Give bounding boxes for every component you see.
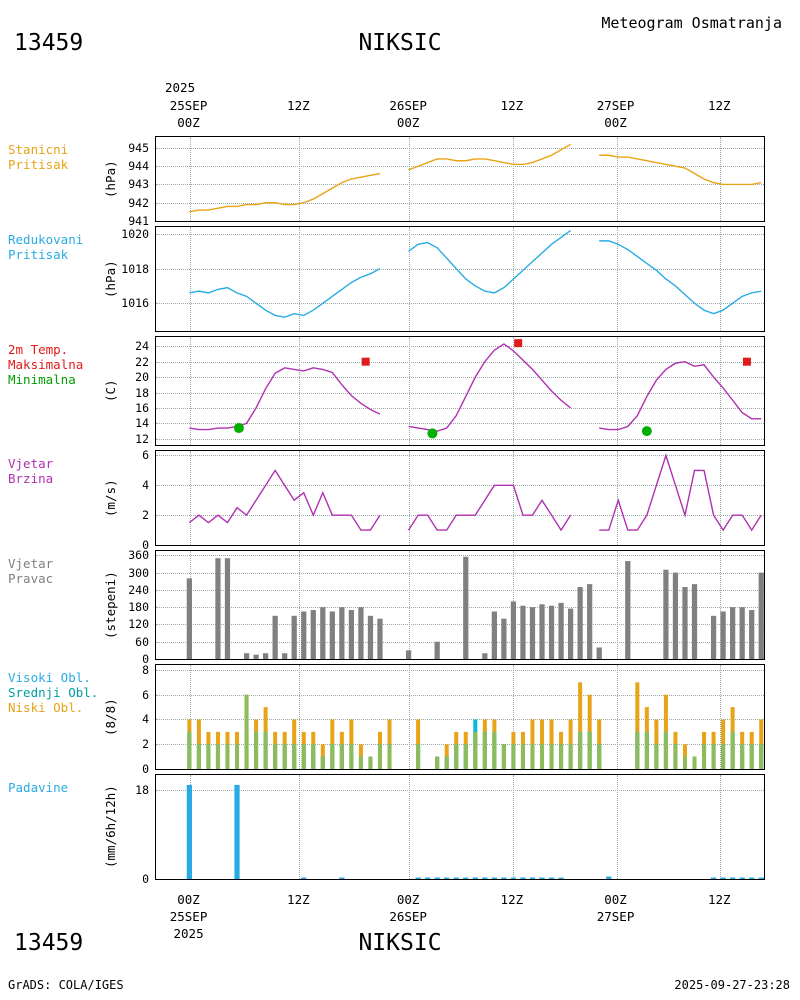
row-label-line: Pritisak: [8, 247, 69, 262]
y-tick-label: 6: [142, 687, 149, 702]
row-label-temperature-2m: [8, 342, 148, 387]
row-label-line: Srednji Obl.: [8, 685, 99, 700]
axis-tick-bottom-1: 12Z: [287, 892, 310, 907]
row-label-line: Visoki Obl.: [8, 670, 91, 685]
panel-cloud-cover: [155, 664, 765, 770]
row-label-line: Vjetar: [8, 556, 54, 571]
axis-year-top: 2025: [165, 80, 196, 95]
axis-tick-bottom-2: 00Z: [396, 892, 420, 907]
row-label-line: Pravac: [8, 571, 54, 586]
y-tick-label: 1016: [121, 296, 149, 311]
panel-station-pressure: [155, 136, 765, 222]
y-axis-title-reduced-pressure: (hPa): [103, 260, 118, 298]
y-tick-label: 240: [128, 582, 149, 597]
y-tick-label: 0: [142, 872, 149, 886]
row-label-line: Stanicni: [8, 142, 69, 157]
axis-tick-bottom-5: 12Z: [707, 892, 731, 907]
axis-subtick-top-0: 00Z: [177, 115, 200, 130]
row-label-precipitation: [8, 780, 148, 795]
y-axis-title-precipitation: (mm/6h/12h): [103, 785, 118, 869]
footer-credit: GrADS: COLA/IGES: [8, 978, 124, 992]
y-tick-label: 1018: [121, 261, 149, 276]
row-label-cloud-cover: [8, 670, 148, 715]
y-tick-label: 18: [135, 782, 149, 797]
row-label-wind-speed: [8, 456, 148, 486]
y-axis-title-station-pressure: (hPa): [103, 160, 118, 198]
y-tick-label: 360: [128, 548, 149, 563]
panel-wind-direction: [155, 550, 765, 660]
axis-tick-top-5: 12Z: [707, 98, 731, 113]
axis-subtick-top-2: 00Z: [396, 115, 420, 130]
y-tick-label: 24: [135, 339, 149, 354]
y-tick-label: 0: [142, 652, 149, 666]
panel-reduced-pressure: [155, 226, 765, 332]
axis-tick-bottom-4: 00Z: [604, 892, 627, 907]
y-tick-label: 2: [142, 508, 149, 523]
y-tick-label: 943: [128, 177, 149, 192]
axis-tick-bottom-0: 00Z: [177, 892, 200, 907]
y-tick-label: 2: [142, 737, 149, 752]
station-id-top: 13459: [14, 30, 84, 56]
y-tick-label: 60: [135, 634, 149, 649]
y-tick-label: 8: [142, 662, 149, 677]
row-label-line: Minimalna: [8, 372, 76, 387]
axis-date-bottom-2: 26SEP: [389, 909, 427, 924]
y-tick-label: 16: [135, 400, 149, 415]
axis-year-bottom: 2025: [173, 926, 204, 941]
panel-temperature-2m: [155, 336, 765, 446]
y-axis-title-cloud-cover: (8/8): [103, 698, 118, 736]
axis-date-bottom-4: 27SEP: [596, 909, 635, 924]
meteogram-label: Meteogram Osmatranja: [601, 14, 782, 32]
y-tick-label: 942: [128, 195, 149, 210]
y-tick-label: 120: [128, 617, 149, 632]
y-tick-label: 944: [128, 159, 149, 174]
y-tick-label: 0: [142, 538, 149, 552]
row-label-line: Pritisak: [8, 157, 69, 172]
y-tick-label: 18: [135, 385, 149, 400]
y-tick-label: 300: [128, 565, 149, 580]
row-label-reduced-pressure: [8, 232, 148, 262]
row-label-line: Maksimalna: [8, 357, 84, 372]
station-id-bottom: 13459: [14, 930, 84, 956]
axis-tick-top-0: 25SEP: [169, 98, 208, 113]
y-tick-label: 6: [142, 448, 149, 463]
y-tick-label: 945: [128, 140, 149, 155]
row-label-line: Padavine: [8, 780, 69, 795]
y-tick-label: 180: [128, 600, 149, 615]
row-label-line: 2m Temp.: [8, 342, 69, 357]
row-label-wind-direction: [8, 556, 148, 586]
row-label-line: Vjetar: [8, 456, 54, 471]
y-tick-label: 941: [128, 214, 149, 228]
y-tick-label: 14: [135, 416, 149, 431]
y-tick-label: 1020: [121, 226, 149, 241]
panel-precipitation: [155, 774, 765, 880]
y-tick-label: 22: [135, 354, 149, 369]
footer-timestamp: 2025-09-27-23:28: [674, 978, 790, 992]
axis-tick-top-1: 12Z: [287, 98, 310, 113]
y-tick-label: 12: [135, 431, 149, 446]
row-label-station-pressure: [8, 142, 148, 172]
y-tick-label: 4: [142, 478, 149, 493]
axis-tick-top-2: 26SEP: [389, 98, 427, 113]
row-label-line: Brzina: [8, 471, 54, 486]
axis-subtick-top-4: 00Z: [604, 115, 627, 130]
y-tick-label: 20: [135, 370, 149, 385]
y-axis-title-wind-direction: (stepeni): [103, 571, 118, 639]
panel-wind-speed: [155, 450, 765, 546]
y-tick-label: 0: [142, 762, 149, 776]
y-axis-title-temperature-2m: (C): [103, 379, 118, 403]
station-name-bottom: NIKSIC: [358, 930, 442, 956]
axis-tick-bottom-3: 12Z: [500, 892, 524, 907]
y-axis-title-wind-speed: (m/s): [103, 479, 118, 517]
axis-date-bottom-0: 25SEP: [169, 909, 208, 924]
y-tick-label: 4: [142, 712, 149, 727]
station-name-top: NIKSIC: [358, 30, 442, 56]
row-label-line: Redukovani: [8, 232, 84, 247]
row-label-line: Niski Obl.: [8, 700, 84, 715]
axis-tick-top-3: 12Z: [500, 98, 524, 113]
axis-tick-top-4: 27SEP: [596, 98, 635, 113]
